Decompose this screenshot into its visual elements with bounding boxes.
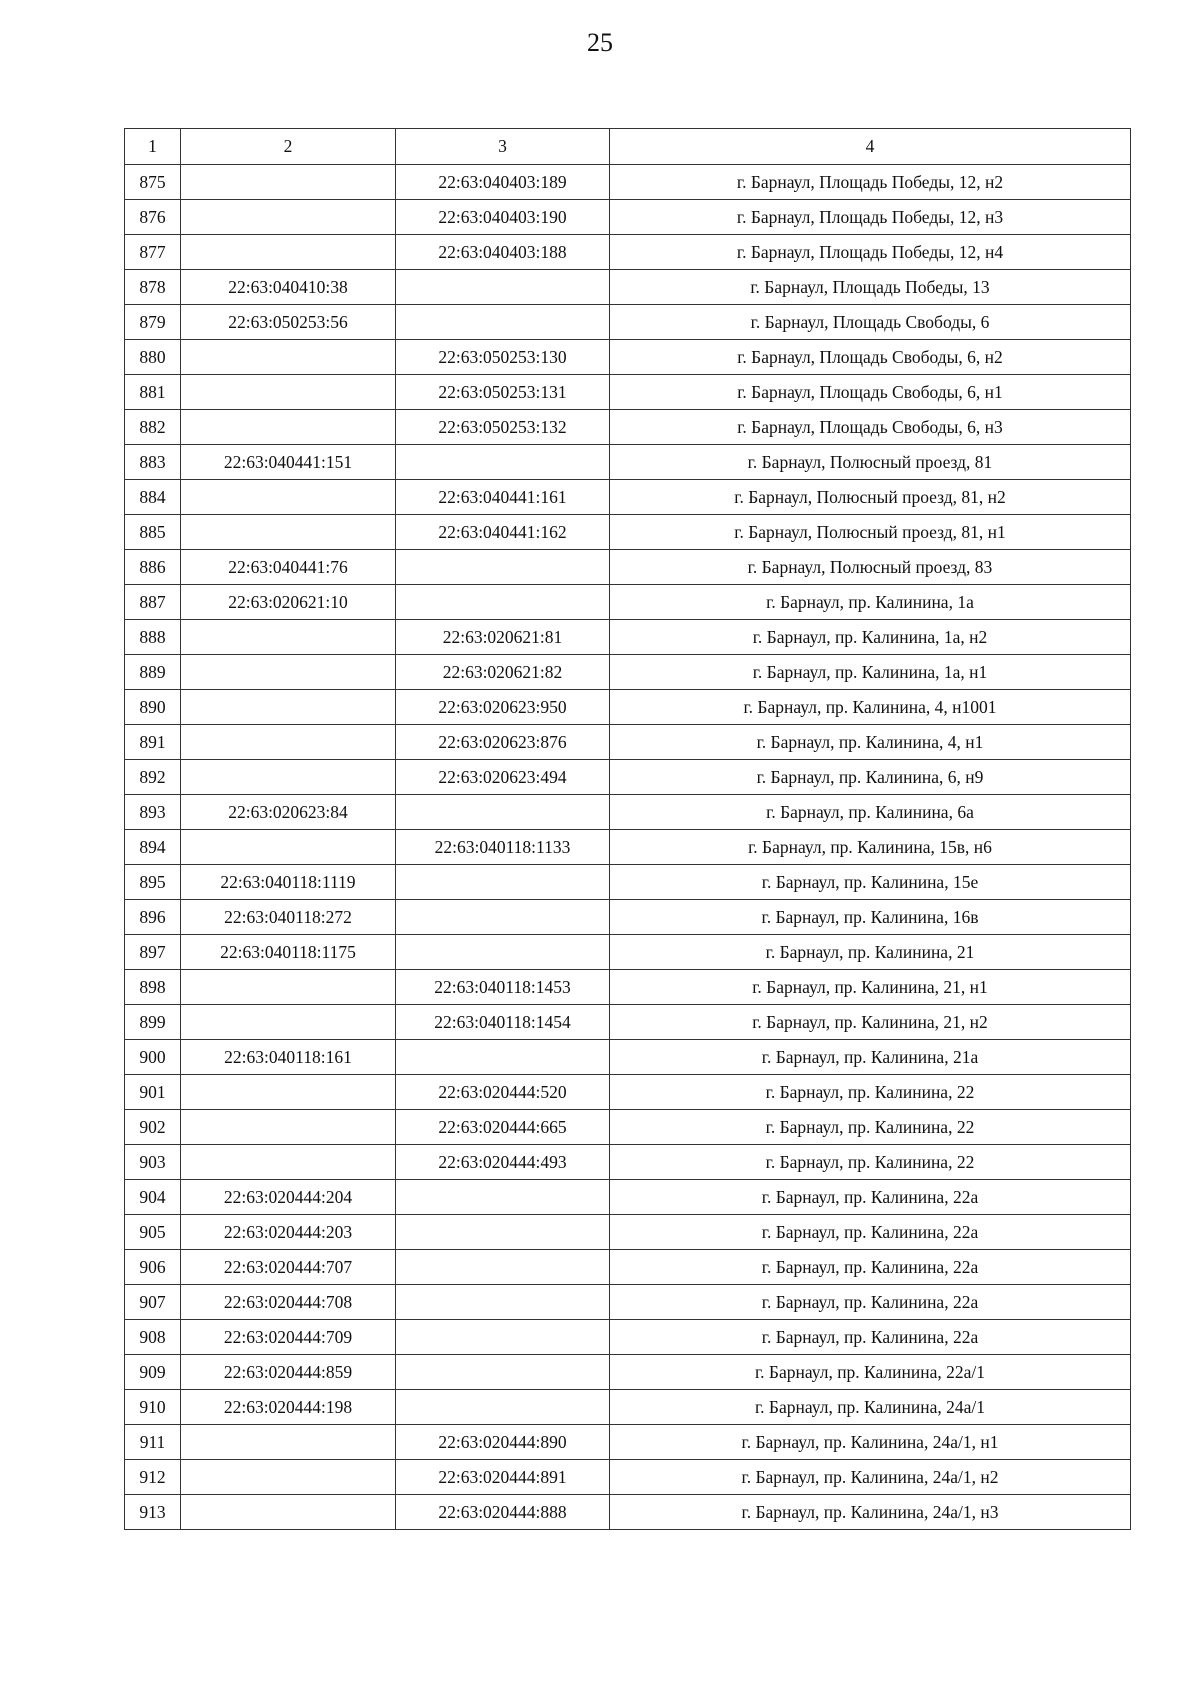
registry-table bbox=[124, 128, 1131, 1530]
header-col-4: 4 bbox=[610, 129, 1131, 165]
cadastral-number-cell bbox=[181, 1495, 396, 1530]
cadastral-number-cell bbox=[181, 655, 396, 690]
table-row bbox=[125, 305, 1131, 340]
room-cadastral-number-cell: 22:63:020444:891 bbox=[396, 1460, 610, 1495]
table-row bbox=[125, 1145, 1131, 1180]
cadastral-number-cell bbox=[181, 515, 396, 550]
header-col-1: 1 bbox=[125, 129, 181, 165]
cadastral-number-cell: 22:63:020621:10 bbox=[181, 585, 396, 620]
table-row bbox=[125, 970, 1131, 1005]
row-number-cell: 909 bbox=[125, 1355, 181, 1390]
row-number-cell: 893 bbox=[125, 795, 181, 830]
table-row bbox=[125, 235, 1131, 270]
row-number-cell: 906 bbox=[125, 1250, 181, 1285]
row-number-cell: 891 bbox=[125, 725, 181, 760]
address-cell: г. Барнаул, пр. Калинина, 24а/1 bbox=[610, 1390, 1131, 1425]
room-cadastral-number-cell bbox=[396, 1320, 610, 1355]
cadastral-number-cell bbox=[181, 165, 396, 200]
row-number-cell: 912 bbox=[125, 1460, 181, 1495]
cadastral-number-cell bbox=[181, 760, 396, 795]
address-cell: г. Барнаул, пр. Калинина, 22 bbox=[610, 1110, 1131, 1145]
address-cell: г. Барнаул, пр. Калинина, 22а bbox=[610, 1215, 1131, 1250]
room-cadastral-number-cell: 22:63:020444:520 bbox=[396, 1075, 610, 1110]
cadastral-number-cell bbox=[181, 200, 396, 235]
table-row bbox=[125, 795, 1131, 830]
room-cadastral-number-cell: 22:63:040403:188 bbox=[396, 235, 610, 270]
room-cadastral-number-cell: 22:63:040441:162 bbox=[396, 515, 610, 550]
cadastral-number-cell bbox=[181, 620, 396, 655]
address-cell: г. Барнаул, Полюсный проезд, 81, н2 bbox=[610, 480, 1131, 515]
cadastral-number-cell bbox=[181, 1005, 396, 1040]
table-row bbox=[125, 1285, 1131, 1320]
room-cadastral-number-cell: 22:63:020444:888 bbox=[396, 1495, 610, 1530]
address-cell: г. Барнаул, пр. Калинина, 22а bbox=[610, 1180, 1131, 1215]
row-number-cell: 910 bbox=[125, 1390, 181, 1425]
table-row bbox=[125, 655, 1131, 690]
row-number-cell: 887 bbox=[125, 585, 181, 620]
row-number-cell: 892 bbox=[125, 760, 181, 795]
table-row bbox=[125, 690, 1131, 725]
cadastral-number-cell bbox=[181, 1110, 396, 1145]
address-cell: г. Барнаул, пр. Калинина, 24а/1, н1 bbox=[610, 1425, 1131, 1460]
room-cadastral-number-cell: 22:63:050253:132 bbox=[396, 410, 610, 445]
row-number-cell: 882 bbox=[125, 410, 181, 445]
room-cadastral-number-cell bbox=[396, 585, 610, 620]
cadastral-number-cell: 22:63:020444:709 bbox=[181, 1320, 396, 1355]
cadastral-number-cell: 22:63:040441:151 bbox=[181, 445, 396, 480]
table-row bbox=[125, 935, 1131, 970]
row-number-cell: 903 bbox=[125, 1145, 181, 1180]
address-cell: г. Барнаул, пр. Калинина, 1а, н1 bbox=[610, 655, 1131, 690]
room-cadastral-number-cell bbox=[396, 445, 610, 480]
address-cell: г. Барнаул, пр. Калинина, 21, н2 bbox=[610, 1005, 1131, 1040]
row-number-cell: 875 bbox=[125, 165, 181, 200]
table-row bbox=[125, 865, 1131, 900]
table-row bbox=[125, 375, 1131, 410]
cadastral-number-cell bbox=[181, 410, 396, 445]
room-cadastral-number-cell: 22:63:040403:190 bbox=[396, 200, 610, 235]
cadastral-number-cell bbox=[181, 725, 396, 760]
cadastral-number-cell bbox=[181, 970, 396, 1005]
row-number-cell: 902 bbox=[125, 1110, 181, 1145]
table-row bbox=[125, 1390, 1131, 1425]
table-row bbox=[125, 830, 1131, 865]
table-header-row bbox=[125, 129, 1131, 165]
address-cell: г. Барнаул, Площадь Победы, 12, н2 bbox=[610, 165, 1131, 200]
address-cell: г. Барнаул, пр. Калинина, 1а, н2 bbox=[610, 620, 1131, 655]
row-number-cell: 904 bbox=[125, 1180, 181, 1215]
room-cadastral-number-cell: 22:63:040403:189 bbox=[396, 165, 610, 200]
cadastral-number-cell: 22:63:020444:859 bbox=[181, 1355, 396, 1390]
cadastral-number-cell: 22:63:040118:161 bbox=[181, 1040, 396, 1075]
address-cell: г. Барнаул, Площадь Победы, 13 bbox=[610, 270, 1131, 305]
row-number-cell: 897 bbox=[125, 935, 181, 970]
row-number-cell: 888 bbox=[125, 620, 181, 655]
room-cadastral-number-cell: 22:63:040441:161 bbox=[396, 480, 610, 515]
room-cadastral-number-cell bbox=[396, 305, 610, 340]
row-number-cell: 908 bbox=[125, 1320, 181, 1355]
table-row bbox=[125, 1250, 1131, 1285]
table-row bbox=[125, 270, 1131, 305]
row-number-cell: 896 bbox=[125, 900, 181, 935]
address-cell: г. Барнаул, пр. Калинина, 21 bbox=[610, 935, 1131, 970]
address-cell: г. Барнаул, Площадь Свободы, 6, н3 bbox=[610, 410, 1131, 445]
room-cadastral-number-cell bbox=[396, 1250, 610, 1285]
cadastral-number-cell: 22:63:040410:38 bbox=[181, 270, 396, 305]
header-col-2: 2 bbox=[181, 129, 396, 165]
address-cell: г. Барнаул, пр. Калинина, 4, н1001 bbox=[610, 690, 1131, 725]
table-row bbox=[125, 1460, 1131, 1495]
table-row bbox=[125, 550, 1131, 585]
room-cadastral-number-cell bbox=[396, 900, 610, 935]
row-number-cell: 890 bbox=[125, 690, 181, 725]
table-row bbox=[125, 1110, 1131, 1145]
room-cadastral-number-cell: 22:63:040118:1133 bbox=[396, 830, 610, 865]
room-cadastral-number-cell bbox=[396, 270, 610, 305]
cadastral-number-cell: 22:63:020444:198 bbox=[181, 1390, 396, 1425]
address-cell: г. Барнаул, пр. Калинина, 16в bbox=[610, 900, 1131, 935]
address-cell: г. Барнаул, Полюсный проезд, 81, н1 bbox=[610, 515, 1131, 550]
cadastral-number-cell: 22:63:020444:203 bbox=[181, 1215, 396, 1250]
address-cell: г. Барнаул, Полюсный проезд, 83 bbox=[610, 550, 1131, 585]
cadastral-number-cell bbox=[181, 1145, 396, 1180]
cadastral-number-cell bbox=[181, 480, 396, 515]
row-number-cell: 881 bbox=[125, 375, 181, 410]
room-cadastral-number-cell bbox=[396, 935, 610, 970]
row-number-cell: 913 bbox=[125, 1495, 181, 1530]
cadastral-number-cell: 22:63:020623:84 bbox=[181, 795, 396, 830]
room-cadastral-number-cell bbox=[396, 795, 610, 830]
address-cell: г. Барнаул, пр. Калинина, 6, н9 bbox=[610, 760, 1131, 795]
table-row bbox=[125, 1215, 1131, 1250]
table-body bbox=[125, 165, 1131, 1530]
table-row bbox=[125, 410, 1131, 445]
row-number-cell: 899 bbox=[125, 1005, 181, 1040]
table-row bbox=[125, 900, 1131, 935]
room-cadastral-number-cell: 22:63:050253:131 bbox=[396, 375, 610, 410]
cadastral-number-cell bbox=[181, 1075, 396, 1110]
address-cell: г. Барнаул, Площадь Победы, 12, н4 bbox=[610, 235, 1131, 270]
row-number-cell: 880 bbox=[125, 340, 181, 375]
room-cadastral-number-cell: 22:63:020623:876 bbox=[396, 725, 610, 760]
row-number-cell: 876 bbox=[125, 200, 181, 235]
table-row bbox=[125, 620, 1131, 655]
table-row bbox=[125, 1495, 1131, 1530]
address-cell: г. Барнаул, пр. Калинина, 15в, н6 bbox=[610, 830, 1131, 865]
row-number-cell: 885 bbox=[125, 515, 181, 550]
cadastral-number-cell: 22:63:040118:272 bbox=[181, 900, 396, 935]
address-cell: г. Барнаул, Площадь Свободы, 6, н1 bbox=[610, 375, 1131, 410]
row-number-cell: 898 bbox=[125, 970, 181, 1005]
address-cell: г. Барнаул, пр. Калинина, 1а bbox=[610, 585, 1131, 620]
address-cell: г. Барнаул, пр. Калинина, 22а bbox=[610, 1285, 1131, 1320]
cadastral-number-cell bbox=[181, 235, 396, 270]
address-cell: г. Барнаул, пр. Калинина, 6а bbox=[610, 795, 1131, 830]
room-cadastral-number-cell: 22:63:020621:82 bbox=[396, 655, 610, 690]
cadastral-number-cell bbox=[181, 690, 396, 725]
address-cell: г. Барнаул, пр. Калинина, 24а/1, н3 bbox=[610, 1495, 1131, 1530]
table-row bbox=[125, 585, 1131, 620]
table-row bbox=[125, 1075, 1131, 1110]
room-cadastral-number-cell: 22:63:050253:130 bbox=[396, 340, 610, 375]
table-row bbox=[125, 200, 1131, 235]
address-cell: г. Барнаул, пр. Калинина, 22а bbox=[610, 1320, 1131, 1355]
address-cell: г. Барнаул, пр. Калинина, 22 bbox=[610, 1075, 1131, 1110]
room-cadastral-number-cell: 22:63:020444:890 bbox=[396, 1425, 610, 1460]
cadastral-number-cell bbox=[181, 830, 396, 865]
table-row bbox=[125, 1320, 1131, 1355]
table-row bbox=[125, 760, 1131, 795]
table-row bbox=[125, 515, 1131, 550]
room-cadastral-number-cell bbox=[396, 1355, 610, 1390]
room-cadastral-number-cell: 22:63:040118:1453 bbox=[396, 970, 610, 1005]
room-cadastral-number-cell bbox=[396, 1285, 610, 1320]
row-number-cell: 905 bbox=[125, 1215, 181, 1250]
room-cadastral-number-cell: 22:63:020623:950 bbox=[396, 690, 610, 725]
table-row bbox=[125, 480, 1131, 515]
address-cell: г. Барнаул, Площадь Свободы, 6 bbox=[610, 305, 1131, 340]
address-cell: г. Барнаул, пр. Калинина, 15е bbox=[610, 865, 1131, 900]
row-number-cell: 879 bbox=[125, 305, 181, 340]
room-cadastral-number-cell bbox=[396, 550, 610, 585]
table-row bbox=[125, 1005, 1131, 1040]
table-row bbox=[125, 725, 1131, 760]
row-number-cell: 895 bbox=[125, 865, 181, 900]
address-cell: г. Барнаул, Площадь Победы, 12, н3 bbox=[610, 200, 1131, 235]
room-cadastral-number-cell bbox=[396, 1390, 610, 1425]
cadastral-number-cell: 22:63:020444:204 bbox=[181, 1180, 396, 1215]
row-number-cell: 894 bbox=[125, 830, 181, 865]
table-row bbox=[125, 1355, 1131, 1390]
room-cadastral-number-cell: 22:63:020623:494 bbox=[396, 760, 610, 795]
header-col-3: 3 bbox=[396, 129, 610, 165]
row-number-cell: 877 bbox=[125, 235, 181, 270]
row-number-cell: 886 bbox=[125, 550, 181, 585]
cadastral-number-cell bbox=[181, 375, 396, 410]
table-row bbox=[125, 1180, 1131, 1215]
row-number-cell: 889 bbox=[125, 655, 181, 690]
room-cadastral-number-cell: 22:63:020444:493 bbox=[396, 1145, 610, 1180]
room-cadastral-number-cell bbox=[396, 1040, 610, 1075]
row-number-cell: 911 bbox=[125, 1425, 181, 1460]
cadastral-number-cell bbox=[181, 1425, 396, 1460]
page-number: 25 bbox=[587, 28, 613, 57]
cadastral-number-cell: 22:63:040441:76 bbox=[181, 550, 396, 585]
address-cell: г. Барнаул, пр. Калинина, 22а bbox=[610, 1250, 1131, 1285]
address-cell: г. Барнаул, Полюсный проезд, 81 bbox=[610, 445, 1131, 480]
table-row bbox=[125, 165, 1131, 200]
table-row bbox=[125, 1425, 1131, 1460]
row-number-cell: 907 bbox=[125, 1285, 181, 1320]
address-cell: г. Барнаул, пр. Калинина, 22а/1 bbox=[610, 1355, 1131, 1390]
room-cadastral-number-cell: 22:63:020621:81 bbox=[396, 620, 610, 655]
cadastral-number-cell: 22:63:020444:707 bbox=[181, 1250, 396, 1285]
address-cell: г. Барнаул, Площадь Свободы, 6, н2 bbox=[610, 340, 1131, 375]
cadastral-number-cell: 22:63:020444:708 bbox=[181, 1285, 396, 1320]
address-cell: г. Барнаул, пр. Калинина, 4, н1 bbox=[610, 725, 1131, 760]
row-number-cell: 900 bbox=[125, 1040, 181, 1075]
address-cell: г. Барнаул, пр. Калинина, 21а bbox=[610, 1040, 1131, 1075]
table-row bbox=[125, 445, 1131, 480]
cadastral-number-cell: 22:63:050253:56 bbox=[181, 305, 396, 340]
address-cell: г. Барнаул, пр. Калинина, 21, н1 bbox=[610, 970, 1131, 1005]
table-row bbox=[125, 1040, 1131, 1075]
cadastral-number-cell: 22:63:040118:1175 bbox=[181, 935, 396, 970]
room-cadastral-number-cell bbox=[396, 865, 610, 900]
row-number-cell: 878 bbox=[125, 270, 181, 305]
address-cell: г. Барнаул, пр. Калинина, 24а/1, н2 bbox=[610, 1460, 1131, 1495]
cadastral-number-cell bbox=[181, 1460, 396, 1495]
cadastral-number-cell: 22:63:040118:1119 bbox=[181, 865, 396, 900]
row-number-cell: 883 bbox=[125, 445, 181, 480]
cadastral-number-cell bbox=[181, 340, 396, 375]
table-row bbox=[125, 340, 1131, 375]
row-number-cell: 901 bbox=[125, 1075, 181, 1110]
room-cadastral-number-cell: 22:63:040118:1454 bbox=[396, 1005, 610, 1040]
address-cell: г. Барнаул, пр. Калинина, 22 bbox=[610, 1145, 1131, 1180]
room-cadastral-number-cell bbox=[396, 1215, 610, 1250]
room-cadastral-number-cell: 22:63:020444:665 bbox=[396, 1110, 610, 1145]
room-cadastral-number-cell bbox=[396, 1180, 610, 1215]
row-number-cell: 884 bbox=[125, 480, 181, 515]
